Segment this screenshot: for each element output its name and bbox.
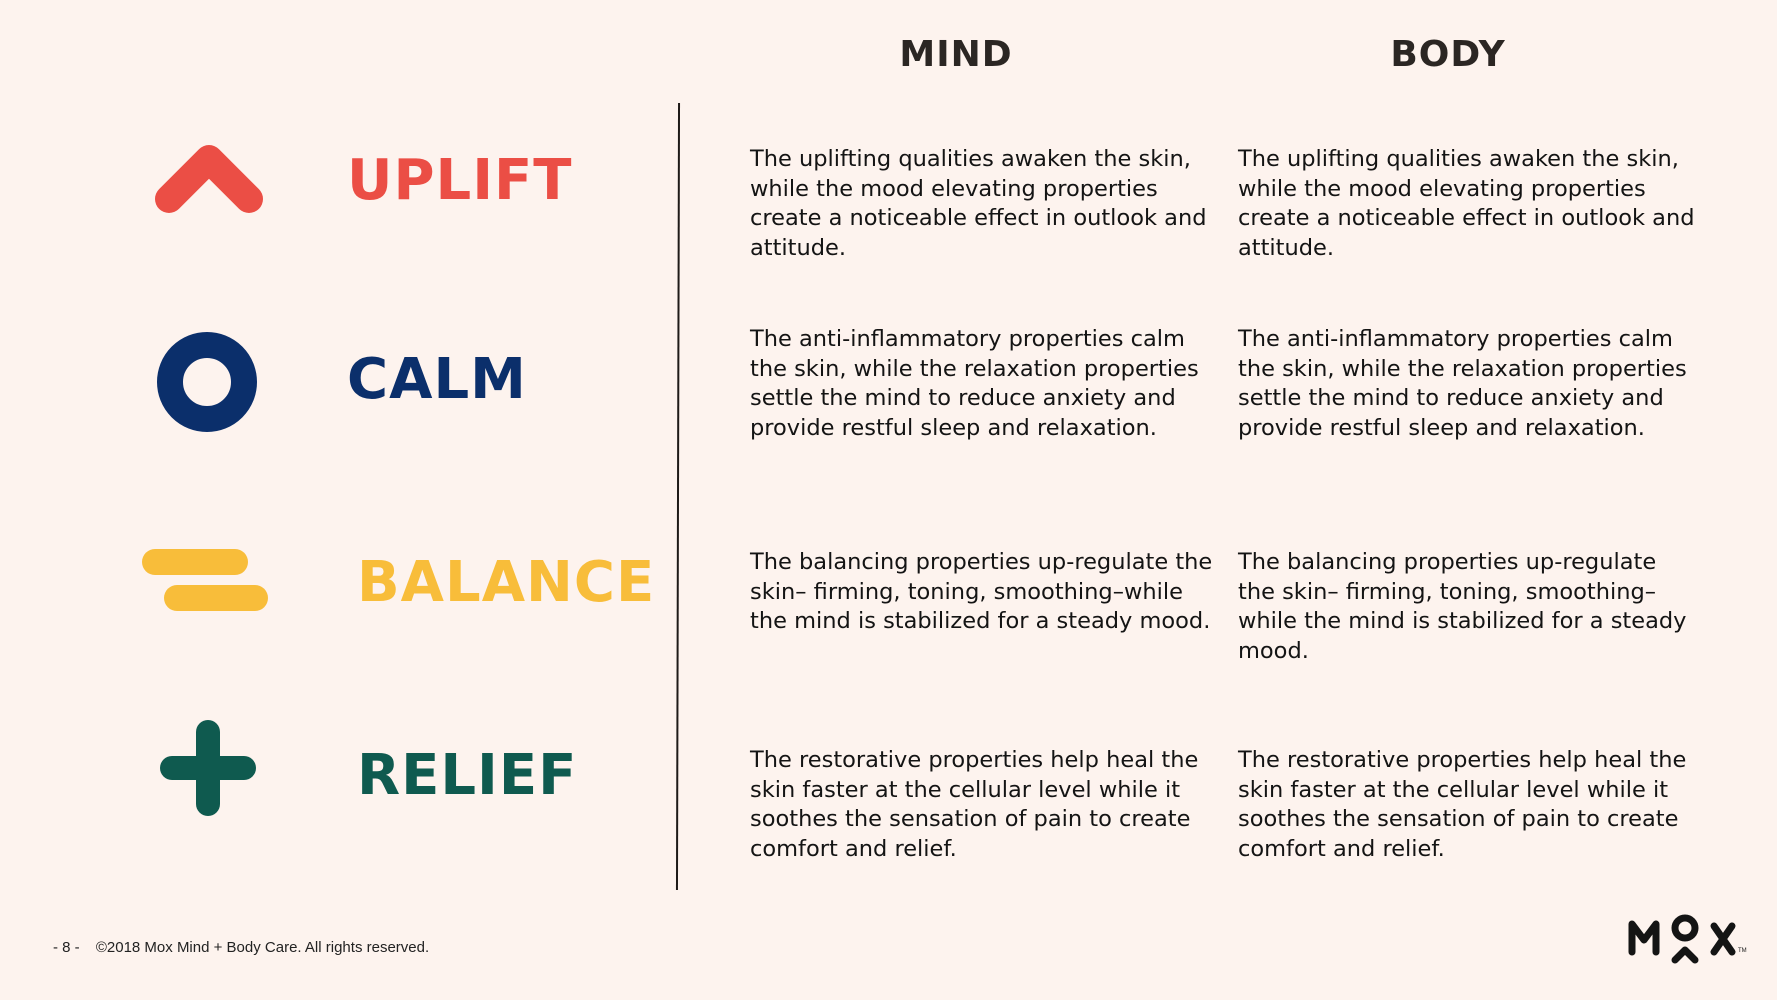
calm-mind-text: The anti-inflammatory properties calm the skin, while the relaxation properties settle the mind to reduce anxiety and provide restful sleep and relaxation.: [750, 326, 1199, 441]
mind-column-heading: MIND: [899, 34, 1013, 75]
balance-label: BALANCE: [357, 550, 656, 615]
chevron-up-icon: [153, 143, 265, 213]
uplift-mind-text: The uplifting qualities awaken the skin, while the mood elevating properties create a noticeable effect in outlook and attitude.: [750, 146, 1207, 261]
balance-mind-text: The balancing properties up-regulate the skin– firming, toning, smoothing–while the mind is stabilized for a steady mood.: [750, 549, 1213, 634]
equals-icon: [140, 545, 270, 615]
uplift-label: UPLIFT: [347, 148, 573, 213]
copyright-text: ©2018 Mox Mind + Body Care. All rights reserved.: [95, 939, 430, 956]
ring-icon: [155, 330, 259, 434]
plus-icon: [160, 720, 256, 816]
relief-mind-text: The restorative properties help heal the skin faster at the cellular level while it soothes the sensation of pain to create comfort and relief.: [750, 747, 1199, 862]
page-number: - 8 -: [53, 939, 80, 956]
calm-body-text: The anti-inflammatory properties calm the skin, while the relaxation properties settle the mind to reduce anxiety and provide restful sleep and relaxation.: [1238, 326, 1687, 441]
relief-label: RELIEF: [357, 743, 578, 808]
body-column-heading: BODY: [1390, 34, 1506, 75]
balance-body-text: The balancing properties up-regulate the skin– firming, toning, smoothing–while the mind is stabilized for a steady mood.: [1238, 549, 1687, 664]
footer: [53, 939, 429, 956]
relief-body-text: The restorative properties help heal the skin faster at the cellular level while it soothes the sensation of pain to create comfort and relief.: [1238, 747, 1687, 862]
mox-logo: [1628, 902, 1750, 968]
vertical-divider: [676, 103, 680, 890]
calm-label: CALM: [347, 347, 527, 412]
svg-text:TM: TM: [1738, 948, 1747, 954]
uplift-body-text: The uplifting qualities awaken the skin, while the mood elevating properties create a noticeable effect in outlook and attitude.: [1238, 146, 1695, 261]
